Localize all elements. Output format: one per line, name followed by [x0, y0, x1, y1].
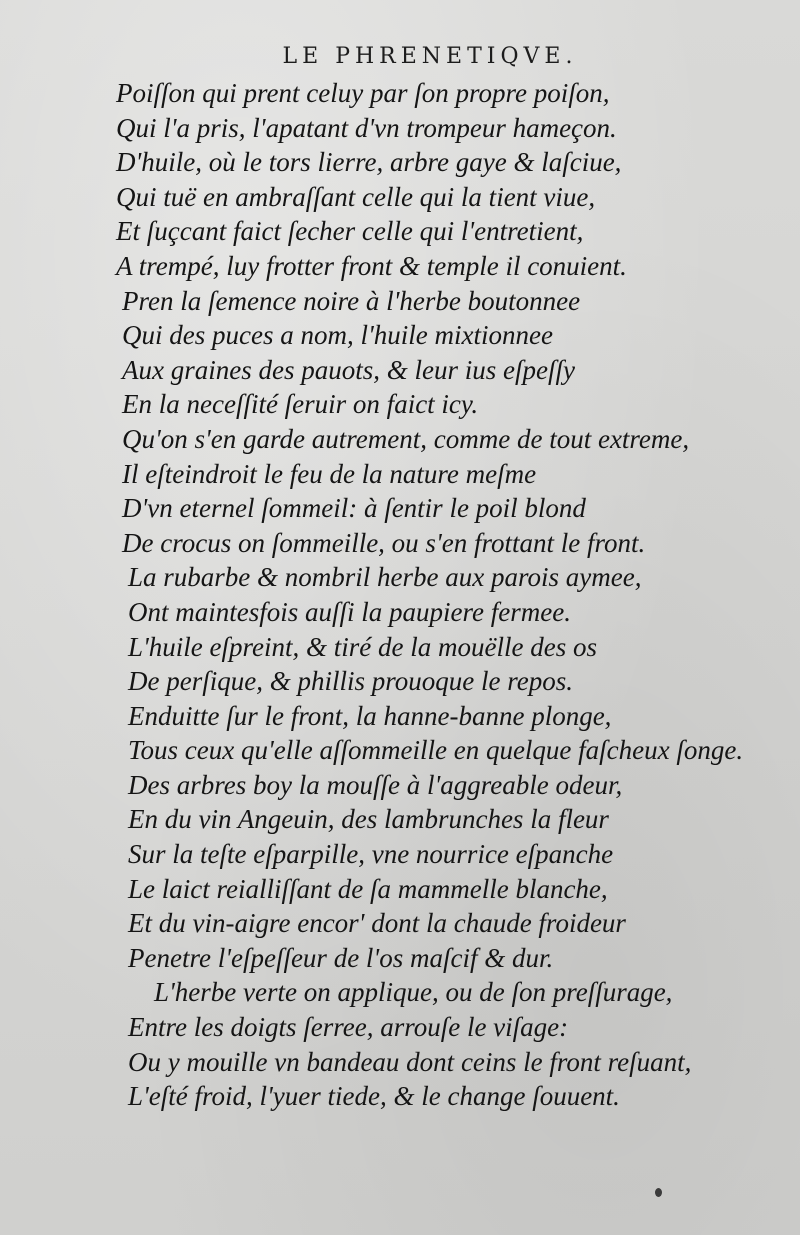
verse-line: Enduitte ſur le front, la hanne-banne plonge, — [128, 700, 612, 731]
verse-line: Qui l'a pris, l'apatant d'vn trompeur hameçon. — [116, 112, 617, 143]
verse-line: Sur la teſte eſparpille, vne nourrice eſpanche — [128, 839, 614, 870]
ink-spot — [655, 1188, 662, 1197]
running-head: LE PHRENETIQVE. — [282, 44, 578, 69]
verse-line: Qu'on s'en garde autrement, comme de tout extreme, — [122, 423, 690, 454]
verse-line: Ou y mouille vn bandeau dont ceins le front reſuant, — [128, 1046, 692, 1077]
verse-line: Penetre l'eſpeſſeur de l'os maſcif & dur. — [128, 942, 554, 973]
verse-line: D'huile, où le tors lierre, arbre gaye & laſciue, — [116, 147, 622, 178]
verse-line: Pren la ſemence noire à l'herbe boutonnee — [122, 285, 581, 316]
verse-block — [116, 76, 776, 1114]
verse-line: De perſique, & phillis prouoque le repos. — [128, 666, 573, 697]
verse-line: La rubarbe & nombril herbe aux parois aymee, — [128, 562, 642, 593]
verse-line: L'huile eſpreint, & tiré de la mouëlle des os — [128, 631, 597, 662]
verse-line: L'eſté froid, l'yuer tiede, & le change ſouuent. — [128, 1081, 620, 1112]
verse-line: A trempé, luy frotter front & temple il conuient. — [116, 250, 627, 281]
verse-line: Poiſſon qui prent celuy par ſon propre poiſon, — [116, 78, 610, 108]
verse-line: Et du vin-aigre encor' dont la chaude froideur — [128, 908, 626, 939]
verse-line: Qui des puces a nom, l'huile mixtionnee — [122, 320, 553, 351]
verse-line: Aux graines des pauots, & leur ius eſpeſſy — [122, 354, 575, 385]
verse-line: Ont maintesfois auſſi la paupiere fermee. — [128, 596, 571, 627]
verse-line: Tous ceux qu'elle aſſommeille en quelque faſcheux ſonge. — [128, 735, 744, 766]
verse-line: Des arbres boy la mouſſe à l'aggreable odeur, — [128, 769, 623, 800]
verse-line: Et ſuçcant faict ſecher celle qui l'entretient, — [116, 216, 584, 247]
verse-line: De crocus on ſommeille, ou s'en frottant le front. — [122, 527, 646, 558]
verse-line: En du vin Angeuin, des lambrunches la fleur — [128, 804, 609, 835]
verse-line: D'vn eternel ſommeil: à ſentir le poil blond — [122, 493, 586, 524]
verse-line: Le laict reialliſſant de ſa mammelle blanche, — [128, 873, 608, 904]
verse-line: L'herbe verte on applique, ou de ſon preſſurage, — [154, 977, 673, 1008]
verse-line: En la neceſſité ſeruir on faict icy. — [122, 389, 479, 420]
verse-line: Il eſteindroit le feu de la nature meſme — [122, 458, 537, 489]
verse-line: Qui tuë en ambraſſant celle qui la tient viue, — [116, 181, 596, 212]
verse-line: Entre les doigts ſerree, arrouſe le viſage: — [128, 1012, 569, 1043]
